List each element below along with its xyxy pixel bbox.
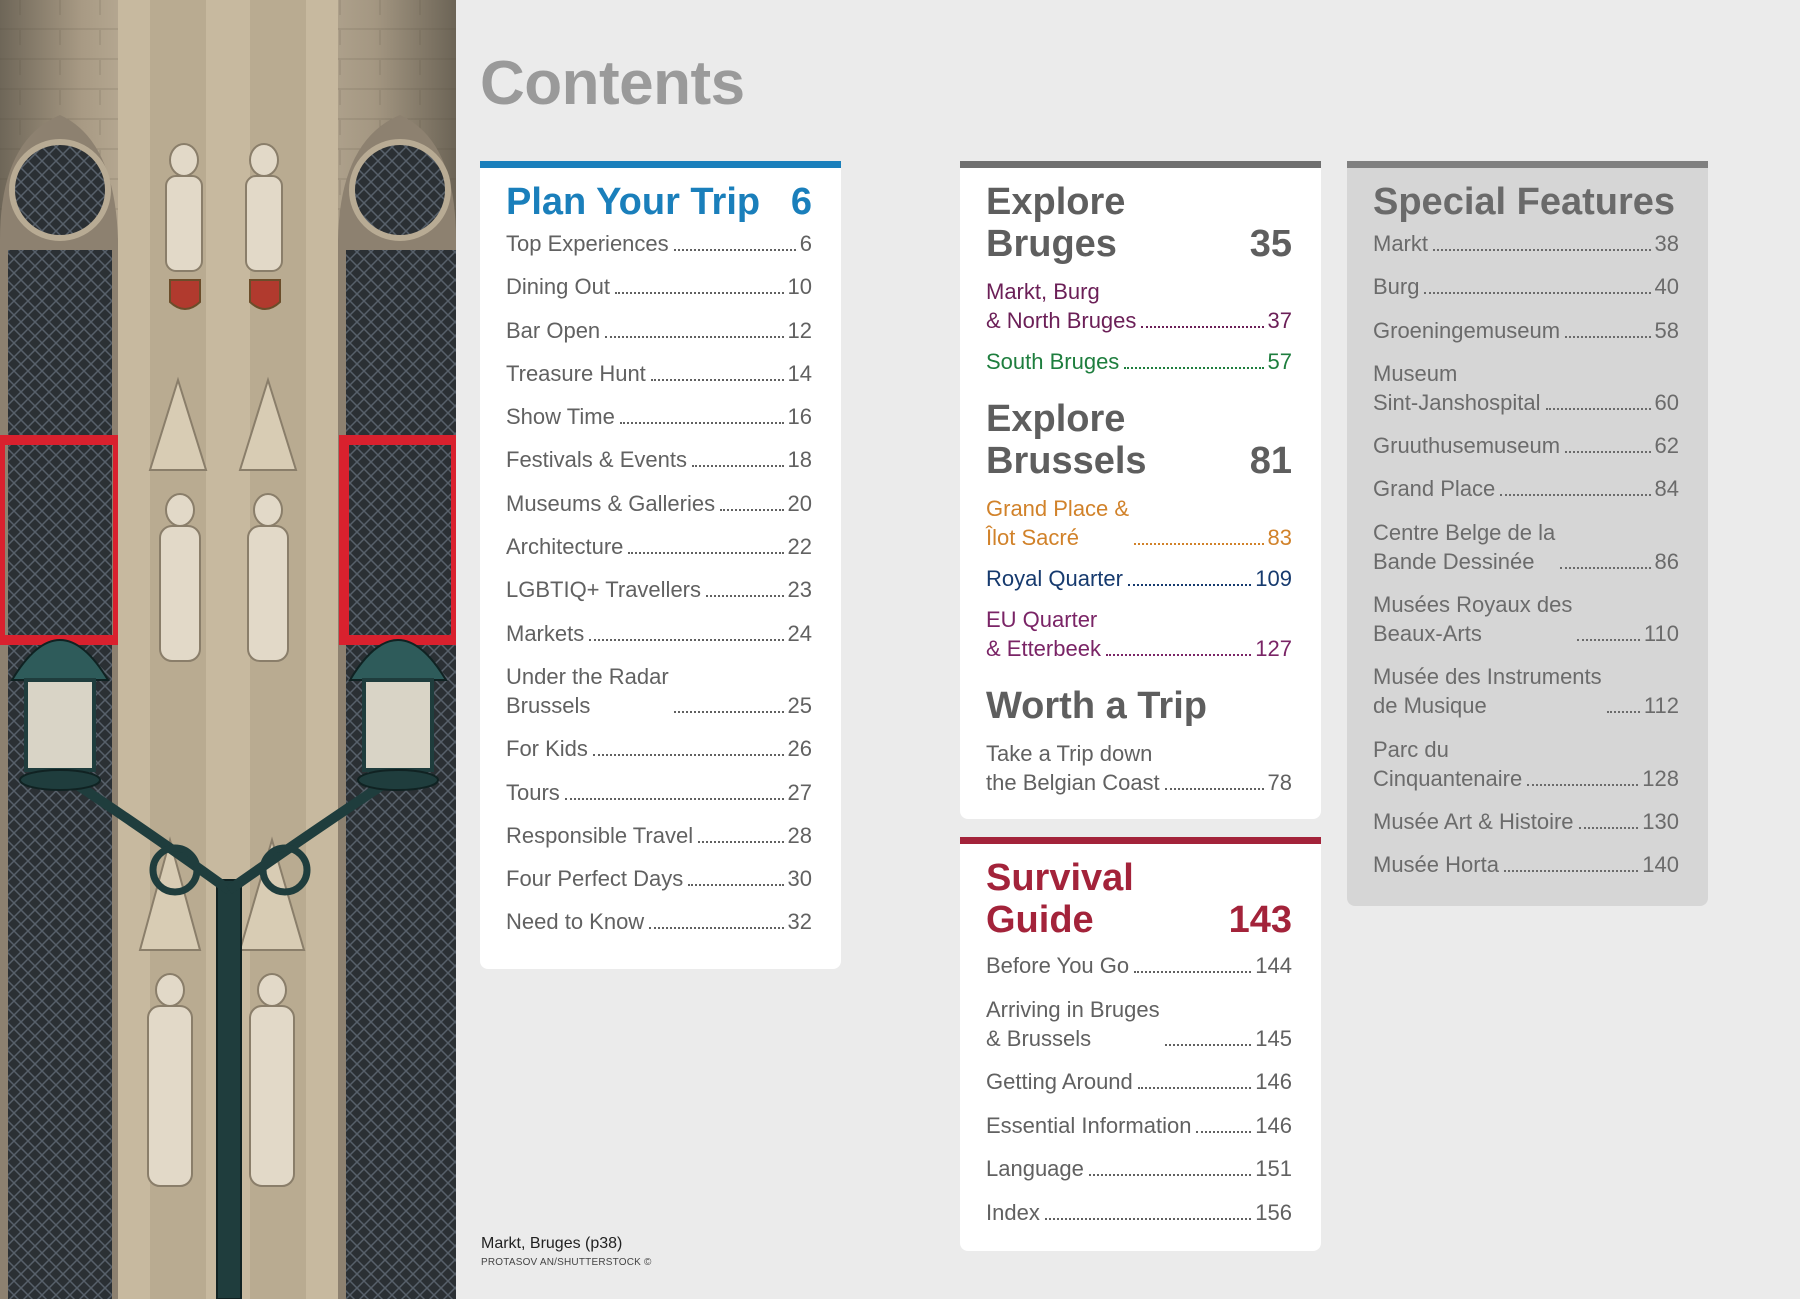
explore-bruges-page: 35 (1249, 223, 1292, 265)
toc-entry-page: 146 (1255, 1069, 1292, 1094)
toc-entry-page: 23 (787, 577, 812, 603)
toc-entry-page: 109 (1255, 566, 1292, 591)
toc-entry-label: Four Perfect Days (506, 866, 684, 892)
special-entries (1373, 229, 1679, 879)
toc-entry-page: 127 (1255, 636, 1292, 661)
toc-entry[interactable] (506, 907, 812, 936)
photo-credit: PROTASOV AN/SHUTTERSTOCK © (481, 1257, 652, 1268)
plan-entries (506, 229, 812, 936)
toc-entry-label: EU Quarter & Etterbeek (986, 607, 1101, 661)
toc-entry-page: 22 (787, 534, 812, 560)
toc-entry[interactable] (986, 995, 1292, 1053)
dot-leader (1165, 1044, 1252, 1046)
dot-leader (593, 754, 784, 756)
toc-entry-page: 110 (1643, 621, 1679, 647)
plan-bar (480, 161, 841, 168)
dot-leader (1607, 711, 1640, 713)
toc-entry-label: Getting Around (986, 1069, 1133, 1094)
toc-entry[interactable] (986, 347, 1292, 376)
toc-entry-page: 156 (1255, 1199, 1292, 1225)
toc-entry[interactable] (1373, 590, 1679, 648)
survival-bar (960, 837, 1321, 844)
toc-entry-page: 40 (1654, 274, 1679, 300)
toc-entry-label: Treasure Hunt (506, 360, 646, 386)
toc-entry-page: 37 (1267, 308, 1292, 333)
toc-entry-page: 20 (787, 490, 812, 516)
survival-heading[interactable] (986, 857, 1292, 941)
toc-entry-label: Language (986, 1156, 1084, 1181)
explore-brussels-page: 81 (1249, 440, 1292, 482)
toc-entry[interactable] (506, 316, 812, 345)
toc-entry[interactable] (1373, 431, 1679, 460)
toc-entry-label: Markt (1373, 231, 1428, 256)
dot-leader (605, 336, 783, 338)
toc-entry[interactable] (506, 821, 812, 850)
toc-entry-label: Museum Sint-Janshospital (1373, 360, 1541, 415)
dot-leader (1433, 249, 1651, 251)
toc-entry-page: 27 (787, 779, 812, 805)
dot-leader (1424, 292, 1650, 294)
toc-entry[interactable] (506, 445, 812, 474)
toc-entry[interactable] (1373, 662, 1679, 720)
worth-a-trip-entries (986, 739, 1292, 797)
dot-leader (706, 595, 784, 597)
toc-entry-page: 146 (1255, 1112, 1292, 1138)
toc-entry-label: Tours (506, 779, 560, 805)
worth-a-trip-heading[interactable] (986, 685, 1292, 727)
survival-heading-label: Survival Guide (986, 857, 1134, 941)
toc-entry[interactable] (506, 229, 812, 258)
toc-entry[interactable] (506, 619, 812, 648)
special-features-panel (1347, 161, 1708, 906)
toc-entry-label: Under the Radar Brussels (506, 663, 669, 718)
dot-leader (1128, 584, 1251, 586)
explore-bruges-heading[interactable] (986, 181, 1292, 265)
toc-entry-page: 58 (1654, 317, 1679, 343)
photo-caption: Markt, Bruges (p38) (481, 1235, 623, 1252)
dot-leader (565, 798, 784, 800)
page-title: Contents (480, 49, 745, 118)
dot-leader (1565, 336, 1650, 338)
worth-a-trip-label: Worth a Trip (986, 685, 1207, 727)
dot-leader (1045, 1218, 1251, 1220)
plan-heading-label: Plan Your Trip (506, 181, 761, 223)
toc-entry-page: 57 (1267, 349, 1292, 374)
toc-entry[interactable] (1373, 272, 1679, 301)
toc-entry-label: Parc du Cinquantenaire (1373, 736, 1523, 791)
toc-entry-label: Musée Art & Histoire (1373, 808, 1574, 834)
dot-leader (589, 639, 783, 641)
toc-entry[interactable] (1373, 229, 1679, 258)
toc-entry[interactable] (506, 359, 812, 388)
dot-leader (1527, 784, 1638, 786)
dot-leader (1134, 971, 1251, 973)
survival-guide-panel (960, 837, 1321, 1251)
gothic-facade-illustration (0, 0, 456, 1299)
toc-entry-label: For Kids (506, 736, 588, 762)
toc-entry-page: 84 (1654, 476, 1679, 502)
toc-entry[interactable] (986, 605, 1292, 663)
toc-entry-label: Take a Trip down the Belgian Coast (986, 741, 1160, 795)
toc-entry-page: 30 (787, 866, 812, 892)
plan-heading[interactable] (506, 181, 812, 223)
toc-entry-label: Centre Belge de la Bande Dessinée (1373, 519, 1556, 574)
toc-entry-label: Burg (1373, 274, 1420, 300)
toc-entry-page: 18 (787, 447, 812, 473)
dot-leader (1500, 494, 1650, 496)
facade-photo (0, 0, 456, 1299)
toc-entry[interactable] (1373, 735, 1679, 793)
toc-entry-label: Arriving in Bruges & Brussels (986, 996, 1160, 1051)
toc-entry-label: Index (986, 1199, 1040, 1225)
toc-entry-page: 86 (1654, 548, 1679, 574)
dot-leader (1565, 451, 1650, 453)
toc-entry-page: 6 (799, 231, 812, 256)
special-heading-label: Special Features (1373, 181, 1676, 223)
toc-entry-page: 24 (787, 620, 812, 646)
toc-entry-label: Musée Horta (1373, 852, 1499, 878)
dot-leader (649, 927, 783, 929)
toc-entry-page: 32 (787, 909, 812, 935)
explore-bar (960, 161, 1321, 168)
toc-entry[interactable] (986, 1198, 1292, 1227)
toc-entry[interactable] (506, 272, 812, 301)
dot-leader (674, 249, 796, 251)
toc-entry-label: Musée des Instruments de Musique (1373, 664, 1602, 719)
toc-entry-page: 144 (1255, 953, 1292, 978)
special-heading (1373, 181, 1679, 223)
dot-leader (1124, 367, 1263, 369)
toc-entry-page: 83 (1267, 525, 1292, 550)
toc-entry[interactable] (986, 277, 1292, 335)
toc-entry[interactable] (506, 662, 812, 720)
toc-entry[interactable] (986, 494, 1292, 552)
dot-leader (1089, 1174, 1251, 1176)
toc-entry-page: 140 (1642, 852, 1679, 878)
survival-heading-page: 143 (1228, 899, 1292, 941)
explore-panel (960, 161, 1321, 819)
toc-entry[interactable] (506, 734, 812, 763)
toc-entry[interactable] (1373, 518, 1679, 576)
toc-entry-page: 26 (787, 736, 812, 762)
dot-leader (1577, 639, 1640, 641)
toc-entry-label: Markt, Burg & North Bruges (986, 279, 1137, 333)
toc-entry[interactable] (986, 564, 1292, 593)
toc-entry-label: Top Experiences (506, 231, 669, 256)
dot-leader (620, 422, 784, 424)
dot-leader (720, 509, 783, 511)
explore-brussels-heading[interactable] (986, 398, 1292, 482)
dot-leader (674, 711, 784, 713)
toc-entry[interactable] (506, 402, 812, 431)
survival-entries (986, 951, 1292, 1227)
special-bar (1347, 161, 1708, 168)
dot-leader (1138, 1087, 1252, 1089)
dot-leader (615, 292, 784, 294)
toc-entry-label: Musées Royaux des Beaux-Arts (1373, 592, 1573, 647)
toc-entry[interactable] (506, 489, 812, 518)
dot-leader (1579, 827, 1639, 829)
toc-entry[interactable] (986, 1067, 1292, 1096)
explore-brussels-entries (986, 494, 1292, 663)
toc-entry-label: Need to Know (506, 909, 645, 935)
toc-entry[interactable] (1373, 474, 1679, 503)
plan-heading-page: 6 (790, 181, 812, 223)
toc-entry-label: Before You Go (986, 953, 1130, 978)
dot-leader (692, 465, 784, 467)
toc-entry[interactable] (986, 1154, 1292, 1183)
toc-entry-page: 14 (787, 360, 812, 386)
toc-entry-label: South Bruges (986, 349, 1120, 374)
toc-entry-label: Bar Open (506, 317, 601, 343)
toc-entry[interactable] (506, 532, 812, 561)
toc-entry[interactable] (986, 739, 1292, 797)
toc-entry-label: Grand Place & Îlot Sacré (986, 496, 1130, 550)
explore-brussels-label: Explore Brussels (986, 398, 1147, 482)
toc-entry-label: Architecture (506, 534, 624, 560)
toc-entry-page: 62 (1654, 433, 1679, 459)
toc-entry-page: 60 (1654, 389, 1679, 415)
toc-entry[interactable] (1373, 359, 1679, 417)
plan-your-trip-panel (480, 161, 841, 969)
toc-entry[interactable] (506, 864, 812, 893)
toc-entry-page: 10 (787, 274, 812, 300)
toc-entry[interactable] (986, 1111, 1292, 1140)
toc-entry-label: Markets (506, 620, 585, 646)
dot-leader (1134, 543, 1263, 545)
toc-entry-label: Festivals & Events (506, 447, 687, 473)
dot-leader (698, 841, 783, 843)
toc-entry-page: 145 (1255, 1025, 1292, 1051)
toc-entry[interactable] (506, 778, 812, 807)
toc-entry-page: 128 (1642, 765, 1679, 791)
toc-entry-label: Royal Quarter (986, 566, 1123, 591)
toc-entry-page: 12 (787, 317, 812, 343)
toc-entry-label: LGBTIQ+ Travellers (506, 577, 702, 603)
toc-entry-page: 38 (1654, 231, 1679, 256)
toc-entry[interactable] (1373, 850, 1679, 879)
toc-entry-label: Groeningemuseum (1373, 317, 1561, 343)
explore-bruges-label: Explore Bruges (986, 181, 1126, 265)
toc-entry-page: 112 (1643, 693, 1679, 719)
dot-leader (628, 552, 783, 554)
dot-leader (688, 884, 783, 886)
dot-leader (1546, 408, 1651, 410)
toc-entry-label: Show Time (506, 404, 615, 430)
dot-leader (1504, 870, 1638, 872)
toc-entry[interactable] (986, 951, 1292, 980)
dot-leader (1165, 788, 1264, 790)
toc-entry[interactable] (1373, 807, 1679, 836)
toc-entry-page: 151 (1255, 1156, 1292, 1181)
toc-entry-label: Responsible Travel (506, 822, 694, 848)
dot-leader (1141, 326, 1263, 328)
toc-entry-page: 28 (787, 822, 812, 848)
toc-entry-label: Museums & Galleries (506, 490, 716, 516)
toc-entry[interactable] (1373, 316, 1679, 345)
toc-entry-label: Dining Out (506, 274, 610, 300)
toc-entry-label: Essential Information (986, 1112, 1192, 1138)
toc-entry[interactable] (506, 575, 812, 604)
toc-entry-page: 78 (1267, 770, 1292, 795)
dot-leader (1196, 1131, 1251, 1133)
toc-entry-page: 25 (787, 692, 812, 718)
dot-leader (1106, 654, 1251, 656)
toc-entry-label: Grand Place (1373, 476, 1496, 502)
toc-entry-label: Gruuthusemuseum (1373, 433, 1561, 459)
dot-leader (1560, 567, 1650, 569)
dot-leader (651, 379, 784, 381)
toc-entry-page: 130 (1642, 808, 1679, 834)
explore-bruges-entries (986, 277, 1292, 376)
toc-entry-page: 16 (787, 404, 812, 430)
